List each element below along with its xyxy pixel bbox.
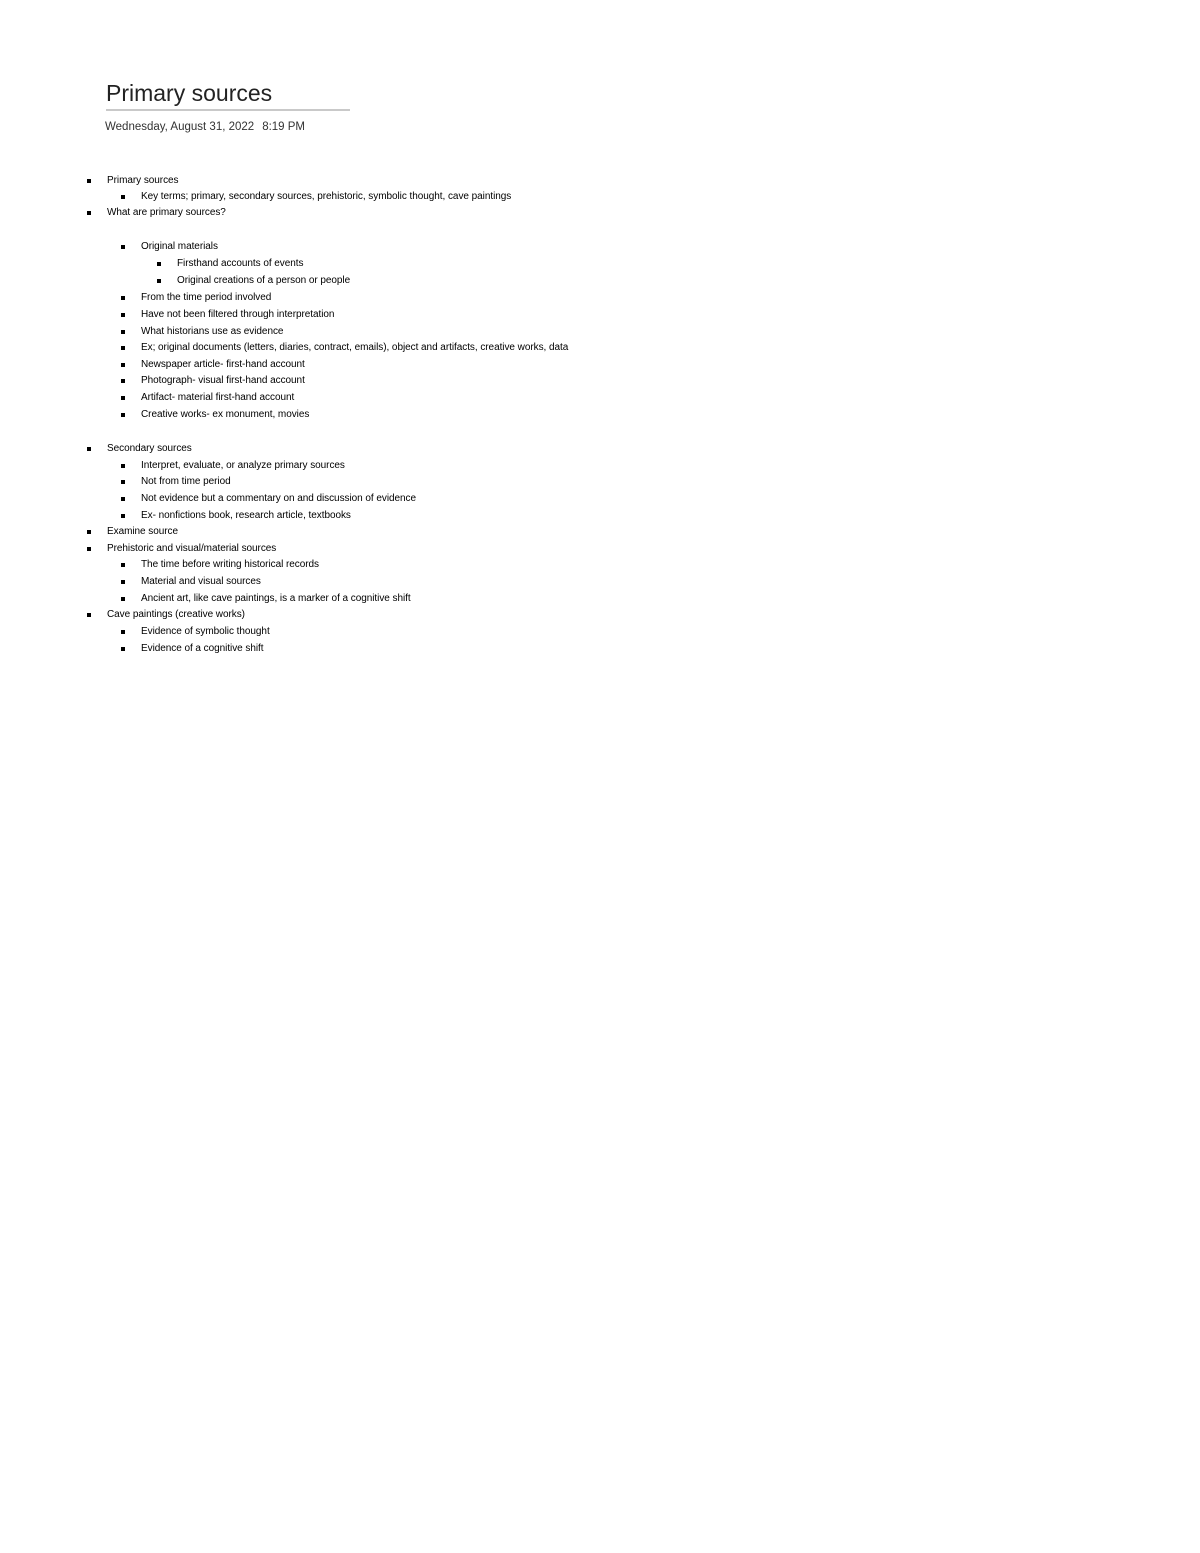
list-item-text: Original materials xyxy=(141,241,218,252)
list-item-text: Interpret, evaluate, or analyze primary sources xyxy=(141,460,345,471)
square-bullet-icon xyxy=(121,330,125,334)
square-bullet-icon xyxy=(121,346,125,350)
square-bullet-icon xyxy=(121,464,125,468)
list-item-text: Ancient art, like cave paintings, is a marker of a cognitive shift xyxy=(141,593,411,604)
list-item-text: What historians use as evidence xyxy=(141,326,284,337)
list-item-text: From the time period involved xyxy=(141,292,272,303)
list-item-text: Not evidence but a commentary on and discussion of evidence xyxy=(141,493,416,504)
square-bullet-icon xyxy=(121,497,125,501)
list-item-text: Have not been filtered through interpretation xyxy=(141,309,335,320)
list-item-text: Prehistoric and visual/material sources xyxy=(107,543,277,554)
square-bullet-icon xyxy=(87,530,91,534)
square-bullet-icon xyxy=(121,296,125,300)
list-item-text: Evidence of a cognitive shift xyxy=(141,643,264,654)
list-item-text: Primary sources xyxy=(107,175,179,186)
list-item-text: Artifact- material first-hand account xyxy=(141,392,295,403)
square-bullet-icon xyxy=(121,379,125,383)
square-bullet-icon xyxy=(87,211,91,215)
note-date: Wednesday, August 31, 2022 xyxy=(105,121,255,133)
square-bullet-icon xyxy=(121,363,125,367)
list-item-text: Newspaper article- first-hand account xyxy=(141,359,305,370)
square-bullet-icon xyxy=(121,647,125,651)
list-item-text: Examine source xyxy=(107,526,178,537)
square-bullet-icon xyxy=(87,547,91,551)
notes-outline xyxy=(0,0,1200,700)
list-item-text: Ex- nonfictions book, research article, textbooks xyxy=(141,510,351,521)
list-item-text: Creative works- ex monument, movies xyxy=(141,409,310,420)
square-bullet-icon xyxy=(121,563,125,567)
list-item-text: Not from time period xyxy=(141,476,231,487)
list-item-text: Cave paintings (creative works) xyxy=(107,609,245,620)
note-time: 8:19 PM xyxy=(262,121,306,133)
list-item-text: Original creations of a person or people xyxy=(177,275,351,286)
square-bullet-icon xyxy=(121,245,125,249)
square-bullet-icon xyxy=(121,313,125,317)
list-item-text: Material and visual sources xyxy=(141,576,261,587)
square-bullet-icon xyxy=(121,396,125,400)
list-item-text: Firsthand accounts of events xyxy=(177,258,304,269)
square-bullet-icon xyxy=(121,480,125,484)
square-bullet-icon xyxy=(121,413,125,417)
list-item-text: The time before writing historical records xyxy=(141,559,319,570)
list-item-text: Photograph- visual first-hand account xyxy=(141,375,305,386)
page-title: Primary sources xyxy=(106,80,273,106)
square-bullet-icon xyxy=(157,262,161,266)
square-bullet-icon xyxy=(121,514,125,518)
list-item-text: Ex; original documents (letters, diaries, contract, emails), object and artifacts, creative works, data xyxy=(141,342,569,353)
list-item-text: Secondary sources xyxy=(107,443,192,454)
square-bullet-icon xyxy=(121,597,125,601)
list-item-text: Key terms; primary, secondary sources, prehistoric, symbolic thought, cave paintings xyxy=(141,191,512,202)
square-bullet-icon xyxy=(87,613,91,617)
square-bullet-icon xyxy=(157,279,161,283)
list-item-text: Evidence of symbolic thought xyxy=(141,626,270,637)
square-bullet-icon xyxy=(121,195,125,199)
square-bullet-icon xyxy=(121,580,125,584)
square-bullet-icon xyxy=(87,179,91,183)
square-bullet-icon xyxy=(121,630,125,634)
list-item-text: What are primary sources? xyxy=(107,207,226,218)
square-bullet-icon xyxy=(87,447,91,451)
